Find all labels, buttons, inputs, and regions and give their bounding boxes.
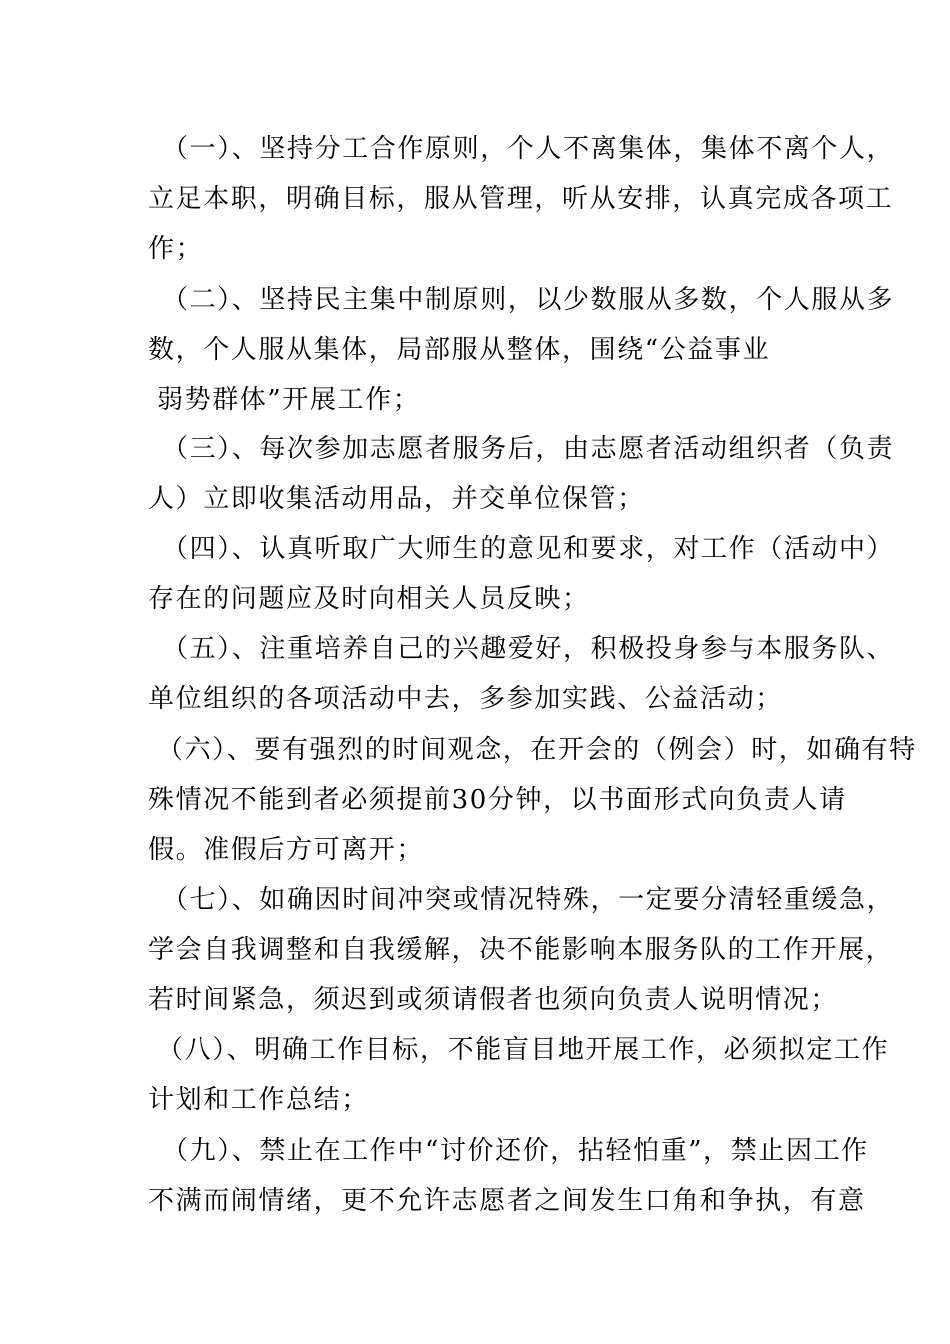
paragraph-4-line-1: （四）、认真听取广大师生的意见和要求，对工作（活动中） — [162, 534, 895, 564]
paragraph-8-line-1: （八）、明确工作目标，不能盲目地开展工作，必须拟定工作 — [157, 1035, 890, 1065]
paragraph-4-line-2: 存在的问题应及时向相关人员反映； — [148, 584, 590, 614]
paragraph-6-line-2: 殊情况不能到者必须提前30分钟，以书面形式向负责人请 — [148, 785, 847, 815]
paragraph-5-line-1: （五）、注重培养自己的兴趣爱好，积极投身参与本服务队、 — [162, 634, 895, 664]
paragraph-2-line-1: （二）、坚持民主集中制原则，以少数服从多数，个人服从多 — [162, 285, 895, 315]
paragraph-7-line-3: 若时间紧急，须迟到或须请假者也须向负责人说明情况； — [148, 985, 839, 1015]
paragraph-8-line-2: 计划和工作总结； — [148, 1085, 369, 1115]
paragraph-3-line-1: （三）、每次参加志愿者服务后，由志愿者活动组织者（负责 — [162, 434, 895, 464]
paragraph-1-line-2: 立足本职，明确目标，服从管理，听从安排，认真完成各项工 — [148, 184, 894, 214]
paragraph-3-line-2: 人）立即收集活动用品，并交单位保管； — [148, 484, 645, 514]
paragraph-1-line-3: 作； — [148, 234, 204, 264]
paragraph-2-line-3: 弱势群体”开展工作； — [157, 385, 421, 415]
paragraph-9-line-1: （九）、禁止在工作中“讨价还价，拈轻怕重”，禁止因工作 — [162, 1136, 869, 1166]
paragraph-6-line-3: 假。准假后方可离开； — [148, 835, 425, 865]
paragraph-7-line-2: 学会自我调整和自我缓解，决不能影响本服务队的工作开展， — [148, 935, 894, 965]
paragraph-9-line-2: 不满而闹情绪，更不允许志愿者之间发生口角和争执，有意 — [148, 1186, 866, 1216]
paragraph-7-line-1: （七）、如确因时间冲突或情况特殊，一定要分清轻重缓急， — [162, 885, 895, 915]
paragraph-2-line-2: 数，个人服从集体，局部服从整体，围绕“公益事业 — [148, 335, 771, 365]
paragraph-6-line-1: （六）、要有强烈的时间观念，在开会的（例会）时，如确有特 — [157, 735, 917, 765]
paragraph-5-line-2: 单位组织的各项活动中去，多参加实践、公益活动； — [148, 684, 783, 714]
paragraph-1-line-1: （一）、坚持分工合作原则，个人不离集体，集体不离个人， — [162, 134, 895, 164]
